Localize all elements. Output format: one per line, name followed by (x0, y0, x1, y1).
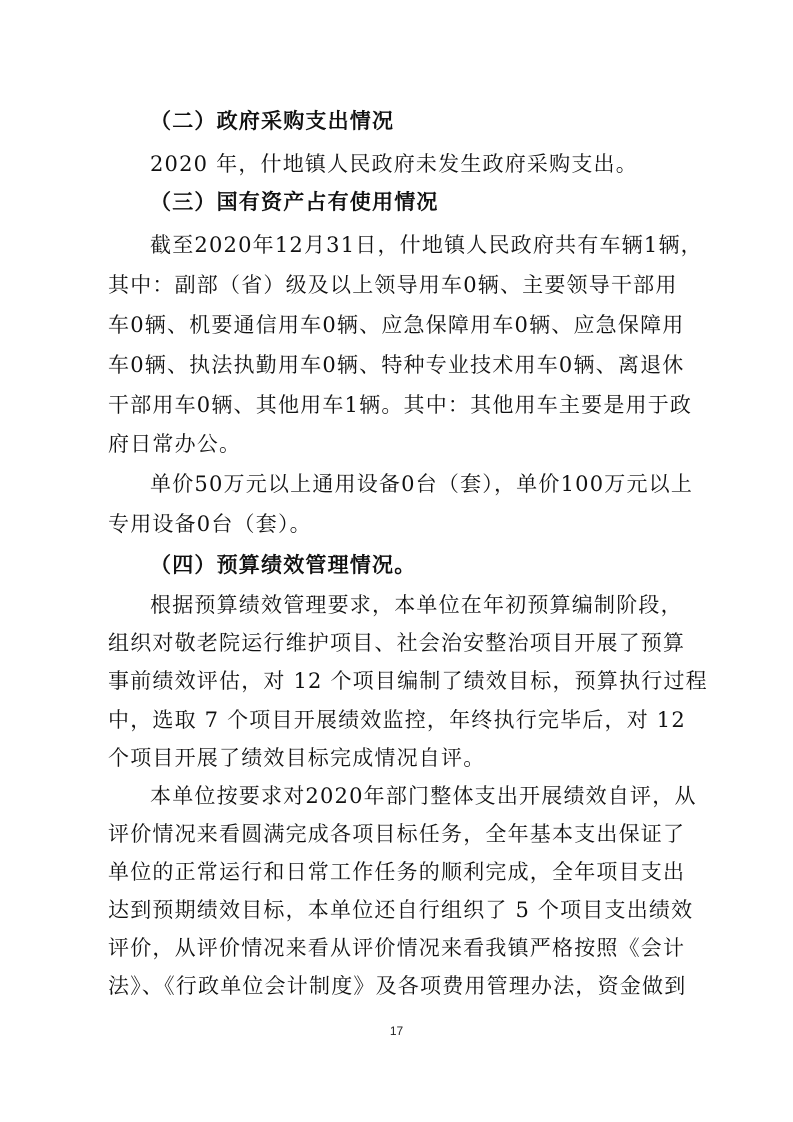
paragraph-line: 截至2020年12月31日，什地镇人民政府共有车辆1辆， (150, 233, 703, 257)
paragraph-line: 其中：副部（省）级及以上领导用车0辆、主要领导干部用 (108, 273, 678, 297)
paragraph-line: 车0辆、机要通信用车0辆、应急保障用车0辆、应急保障用 (108, 313, 685, 337)
section-heading-procurement: （二）政府采购支出情况 (150, 109, 395, 133)
paragraph-line: 根据预算绩效管理要求，本单位在年初预算编制阶段， (150, 593, 683, 617)
paragraph-line: 事前绩效评估，对 12 个项目编制了绩效目标，预算执行过程 (108, 669, 708, 693)
paragraph-line: 单位的正常运行和日常工作任务的顺利完成，全年项目支出 (108, 860, 686, 884)
paragraph-line: 中，选取 7 个项目开展绩效监控，年终执行完毕后，对 12 (108, 708, 686, 732)
paragraph-line: 干部用车0辆、其他用车1辆。其中：其他用车主要是用于政 (108, 393, 693, 417)
paragraph-line: 评价情况来看圆满完成各项目标任务，全年基本支出保证了 (108, 822, 686, 846)
paragraph-line: 法》、《行政单位会计制度》及各项费用管理办法，资金做到 (108, 974, 687, 998)
page-number: 17 (389, 1024, 404, 1038)
paragraph-line: 个项目开展了绩效目标完成情况自评。 (108, 746, 486, 770)
paragraph-line: 府日常办公。 (108, 432, 242, 456)
paragraph-line: 单价50万元以上通用设备0台（套），单价100万元以上 (150, 472, 694, 496)
section-heading-assets: （三）国有资产占有使用情况 (150, 190, 439, 214)
paragraph-line: 达到预期绩效目标，本单位还自行组织了 5 个项目支出绩效 (108, 898, 694, 922)
paragraph-line: 车0辆、执法执勤用车0辆、特种专业技术用车0辆、离退休 (108, 353, 685, 377)
paragraph-line: 2020 年，什地镇人民政府未发生政府采购支出。 (150, 152, 638, 176)
paragraph-line: 专用设备0台（套）。 (108, 512, 312, 536)
paragraph-line: 组织对敬老院运行维护项目、社会治安整治项目开展了预算 (108, 631, 686, 655)
section-heading-performance: （四）预算绩效管理情况。 (150, 553, 417, 577)
paragraph-line: 本单位按要求对2020年部门整体支出开展绩效自评，从 (150, 784, 697, 808)
paragraph-line: 评价，从评价情况来看从评价情况来看我镇严格按照《会计 (108, 936, 686, 960)
